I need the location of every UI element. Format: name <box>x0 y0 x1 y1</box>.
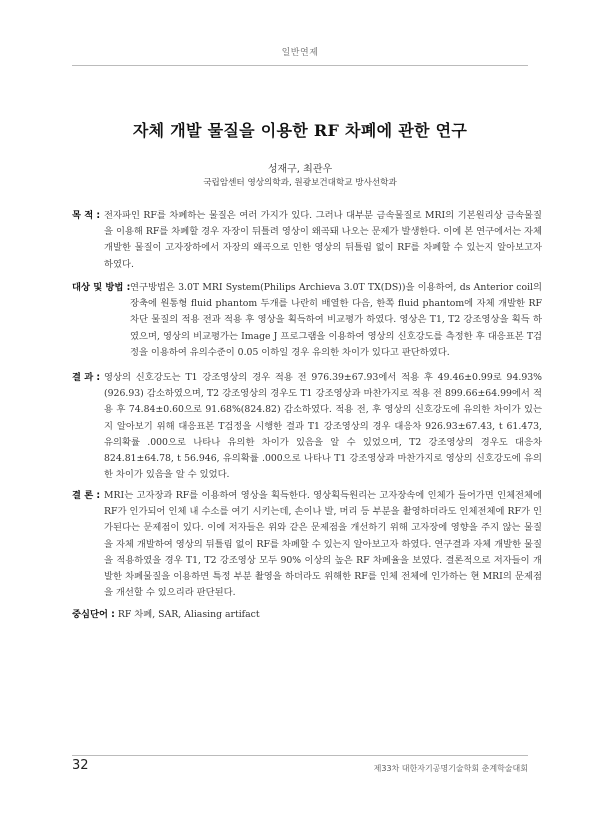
purpose-section <box>72 208 542 273</box>
footer-rule <box>72 755 528 756</box>
conclusion-section <box>72 488 542 601</box>
section-tag: 일반연제 <box>281 48 319 58</box>
paper-title: 자체 개발 물질을 이용한 RF 차폐에 관한 연구 <box>132 121 468 140</box>
results-text: 영상의 신호강도는 T1 강조영상의 경우 적용 전 976.39±67.93에서 적용 후 49.46±0.99로 94.93%(926.93) 감소하였으며, T2 강조영상의 경우도 T1 강조영상과 마찬가지로 적용 전 899.66±64.99에서 적용 후 74.84±0.60으로 91.68%(824.82) 감소하였다. 적용 전, 후 영상의 신호강도에 유의한 차이가 있는지 알아보기 위해 대응표본 T검정을 시행한 결과 T1 강조영상의 경우 대응차 926.93±67.43, t 61.473, 유의확률 .000으로 나타나 유의한 차이가 있음을 알 수 있었으며, T2 강조영상의 경우도 대응차 824.81±64.78, t 56.946, 유의확률 .000으로 나타나 T1 강조영상과 마찬가지로 영상의 신호강도에 유의한 차이가 있음을 알 수 있었다. <box>104 372 542 481</box>
keywords-label: 중심단어 : <box>72 609 115 620</box>
keywords-text: RF 차폐, SAR, Aliasing artifact <box>117 609 260 620</box>
header-rule <box>72 65 528 66</box>
paper-affiliation: 국립암센터 영상의학과, 원광보건대학교 방사선학과 <box>203 178 397 188</box>
keywords <box>72 606 260 620</box>
page-number: 32 <box>72 758 89 773</box>
conference-name: 제33차 대한자기공명기술학회 춘계학술대회 <box>373 764 528 773</box>
purpose-label: 목 적 : <box>72 210 101 221</box>
paper-authors: 성재구, 최관우 <box>267 164 333 175</box>
conclusion-text: MRI는 고자장과 RF를 이용하여 영상을 획득한다. 영상획득원리는 고자장속에 인체가 들어가면 인체전체에 RF가 인가되어 인체 내 수소를 여기 시키는데, 손이나 발, 머리 등 부분을 촬영하더라도 인체전체에 RF가 인가된다는 문제점이 있다. 이에 저자들은 위와 같은 문제점을 개선하기 위해 고자장에 영향을 주지 않는 물질을 자체 개발하여 영상의 뒤틀림 없이 RF를 차폐할 수 있는지 알아보고자 하였다. 연구결과 자체 개발한 물질을 적용하였을 경우 T1, T2 강조영상 모두 90% 이상의 높은 RF 차폐율을 보였다. 결론적으로 저자들이 개발한 차폐물질을 이용하면 특정 부분 촬영을 하더라도 위해한 RF를 인체 전체에 인가하는 현 MRI의 문제점을 개선할 수 있으리라 판단된다. <box>104 490 542 599</box>
results-label: 결 과 : <box>72 372 101 383</box>
methods-text: 연구방법은 3.0T MRI System(Philips Archieva 3.0T TX(DS))을 이용하여, ds Anterior coil의 장축에 원통형 fluid phantom 두개를 나란히 배열한 다음, 한쪽 fluid phantom에 자체 개발한 RF 차단 물질의 적용 전과 적용 후 영상을 획득하여 비교평가 하였다. 영상은 T1, T2 강조영상을 획득 하였으며, 영상의 비교평가는 Image J 프로그램을 이용하여 영상의 신호강도를 측정한 후 대응표본 T검정을 이용하여 유의수준이 0.05 이하일 경우 유의한 차이가 있다고 판단하였다. <box>130 282 542 358</box>
results-section <box>72 370 542 483</box>
purpose-text: 전자파인 RF를 차폐하는 물질은 여러 가지가 있다. 그러나 대부분 금속물질로 MRI의 기본원리상 금속물질을 이용해 RF를 차폐할 경우 자장이 뒤틀려 영상이 왜곡돼 나오는 문제가 발생한다. 이에 본 연구에서는 자체 개발한 물질이 고자장하에서 자장의 왜곡으로 인한 영상의 뒤틀림 없이 RF를 차폐할 수 있는지 알아보고자 하였다. <box>104 210 542 270</box>
methods-label: 대상 및 방법 : <box>72 282 131 293</box>
methods-section <box>72 280 542 361</box>
conclusion-label: 결 론 : <box>72 490 101 501</box>
